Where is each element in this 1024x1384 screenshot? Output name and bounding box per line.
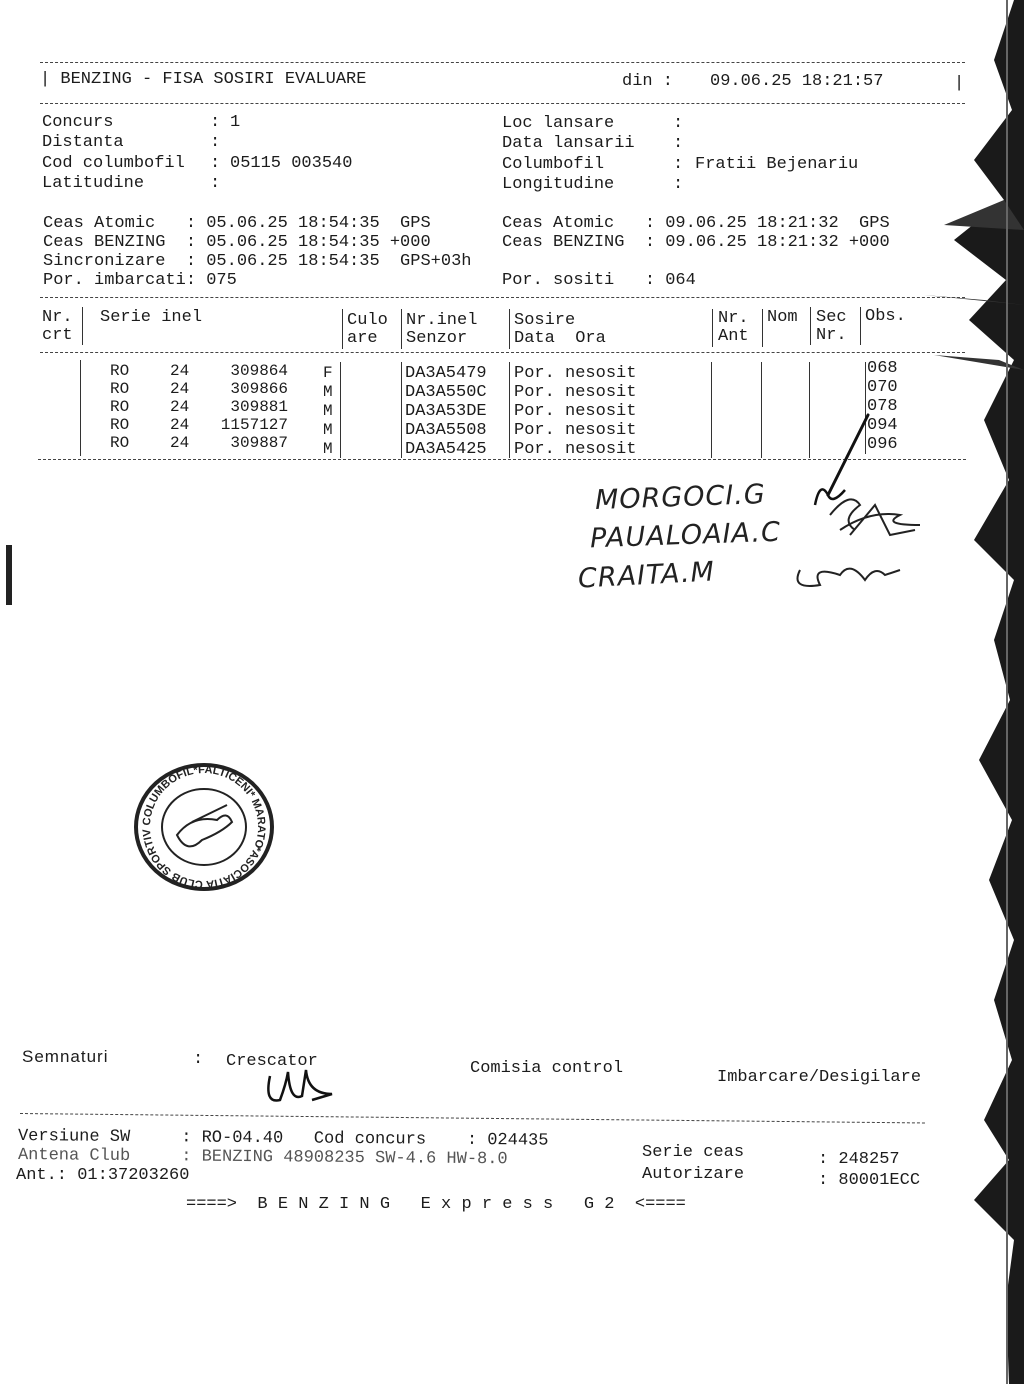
cell-an: 24 (170, 362, 190, 380)
cell-senzor: DA3A5479 (405, 364, 487, 383)
clock-left-imbarcati: Por. imbarcati: 075 (43, 271, 237, 290)
cell-sosire: Por. nesosit (514, 364, 637, 383)
info-columbofil-value: Fratii Bejenariu (695, 155, 859, 174)
date-value: 09.06.25 18:21:57 (710, 72, 884, 91)
benzing-banner: ====> B E N Z I N G E x p r e s s G 2 <==== (186, 1195, 686, 1214)
info-cod-label: Cod columbofil (42, 154, 185, 173)
clock-left-sync: Sincronizare : 05.06.25 18:54:35 GPS+03h (43, 252, 472, 271)
th-nr-crt-1: Nr. (42, 308, 73, 327)
th-sosire-2: Data Ora (514, 329, 606, 348)
cell-sosire: Por. nesosit (514, 383, 637, 402)
autorizare-label: Autorizare (642, 1165, 745, 1184)
footer-versiune: Versiune SW : RO-04.40 Cod concurs : 024435 (17, 1127, 549, 1151)
row-sep (509, 362, 510, 458)
th-obs: Obs. (865, 307, 906, 326)
info-distanta-sep: : (210, 133, 221, 152)
row-sep (401, 362, 402, 458)
info-concurs-sep: : (210, 113, 221, 132)
th-culoare-2: are (347, 329, 378, 348)
info-latitudine-sep: : (210, 174, 221, 193)
th-sep (342, 309, 343, 349)
cell-obs: 070 (867, 378, 898, 397)
row-sep (761, 362, 762, 458)
crescator-signature (262, 1066, 342, 1111)
cell-tara: RO (110, 362, 130, 380)
info-columbofil-label: Columbofil (502, 155, 635, 174)
cell-obs: 068 (867, 359, 898, 378)
cell-sex: M (323, 402, 333, 420)
cell-senzor: DA3A5425 (405, 440, 487, 459)
clock-right-benzing: Ceas BENZING : 09.06.25 18:21:32 +000 (502, 233, 890, 252)
cell-an: 24 (170, 434, 190, 452)
cell-tara: RO (110, 434, 130, 452)
info-concurs-value: 1 (230, 113, 241, 132)
cell-inel: 1157127 (220, 416, 288, 434)
left-scan-mark (6, 545, 12, 605)
cell-inel: 309866 (230, 380, 288, 398)
clock-right-sositi: Por. sositi : 064 (502, 271, 696, 290)
th-sec-2: Nr. (816, 326, 847, 345)
info-longitudine-sep: : (673, 175, 684, 194)
footer-ant: Ant.: 01:37203260 (16, 1166, 190, 1185)
info-cod-value: 05115 003540 (230, 154, 353, 173)
header-right-bar: | (954, 74, 965, 93)
handwritten-name: PAUALOAIA.C (589, 516, 782, 555)
cell-inel: 309887 (230, 434, 288, 452)
th-sep (712, 309, 713, 347)
th-nr-ant-1: Nr. (718, 309, 749, 328)
cell-senzor: DA3A550C (405, 383, 487, 402)
cell-tara: RO (110, 398, 130, 416)
th-sep (762, 309, 763, 347)
header-top-rule (40, 62, 965, 63)
th-nr-inel-1: Nr.inel (406, 311, 478, 330)
th-nr-crt-2: crt (42, 326, 73, 345)
handwritten-name: CRAITA.M (577, 556, 716, 595)
clock-left-benzing: Ceas BENZING : 05.06.25 18:54:35 +000 (43, 233, 431, 252)
th-nom: Nom (767, 308, 798, 327)
serie-ceas-label: Serie ceas (642, 1143, 745, 1162)
th-sosire-1: Sosire (514, 311, 576, 330)
handwritten-name: MORGOCI.G (594, 479, 767, 516)
cell-tara: RO (110, 380, 130, 398)
row-sep (80, 360, 81, 456)
imbarcare-label: Imbarcare/Desigilare (717, 1068, 922, 1087)
table-top-rule (40, 297, 965, 298)
serie-ceas-value: : 248257 (818, 1150, 900, 1169)
th-culoare-1: Culo (347, 311, 388, 330)
row-sep (340, 362, 341, 458)
th-nr-ant-2: Ant (718, 327, 749, 346)
cell-sex: M (323, 383, 333, 401)
semnaturi-sep: : (193, 1050, 204, 1069)
cell-sex: M (323, 440, 333, 458)
info-loc-label: Loc lansare (502, 114, 635, 133)
th-sep (82, 307, 83, 345)
info-data-sep: : (673, 134, 684, 153)
cell-an: 24 (170, 398, 190, 416)
info-concurs-label: Concurs (42, 113, 175, 132)
cell-sex: M (323, 421, 333, 439)
th-serie-inel: Serie inel (100, 308, 203, 327)
cell-sex: F (323, 364, 333, 382)
association-stamp (132, 760, 277, 895)
cell-obs: 096 (867, 435, 898, 454)
info-longitudine-label: Longitudine (502, 175, 635, 194)
cell-sosire: Por. nesosit (514, 402, 637, 421)
footer-top-rule (20, 1113, 925, 1123)
page-title: | BENZING - FISA SOSIRI EVALUARE (40, 70, 367, 89)
th-sep (401, 309, 402, 349)
crescator-label: Crescator (226, 1052, 318, 1071)
semnaturi-label: Semnaturi (22, 1047, 109, 1066)
cell-senzor: DA3A5508 (405, 421, 487, 440)
info-loc-sep: : (673, 114, 684, 133)
clock-left-atomic: Ceas Atomic : 05.06.25 18:54:35 GPS (43, 214, 431, 233)
cell-an: 24 (170, 380, 190, 398)
cell-sosire: Por. nesosit (514, 421, 637, 440)
cell-an: 24 (170, 416, 190, 434)
cell-obs: 094 (867, 416, 898, 435)
info-data-label: Data lansarii (502, 134, 635, 153)
th-nr-inel-2: Senzor (406, 329, 468, 348)
th-sep (810, 307, 811, 345)
header-bottom-rule (40, 103, 965, 104)
cell-obs: 078 (867, 397, 898, 416)
scan-edge-line (1006, 0, 1008, 1384)
info-distanta-label: Distanta (42, 133, 175, 152)
th-sep (860, 307, 861, 345)
table-header-rule (40, 352, 965, 353)
cell-tara: RO (110, 416, 130, 434)
date-label: din : (622, 72, 674, 91)
svg-text:*ASOCIATIA CLUB SPORTIV COLUMB: *ASOCIATIA CLUB SPORTIV COLUMBOFIL*FALTICENI* MARATON (140, 763, 268, 891)
comisia-label: Comisia control (470, 1059, 624, 1078)
info-columbofil-sep: : (673, 155, 684, 174)
row-sep (711, 362, 712, 458)
cell-sosire: Por. nesosit (514, 440, 637, 459)
cell-inel: 309881 (230, 398, 288, 416)
footer-antena: Antena Club : BENZING 48908235 SW-4.6 HW-8.0 (17, 1146, 508, 1170)
autorizare-value: : 80001ECC (818, 1171, 921, 1190)
info-cod-sep: : (210, 154, 221, 173)
info-latitudine-label: Latitudine (42, 174, 175, 193)
signature-scribble (780, 475, 940, 605)
th-sec-1: Sec (816, 308, 847, 327)
th-sep (509, 309, 510, 349)
cell-inel: 309864 (230, 362, 288, 380)
cell-senzor: DA3A53DE (405, 402, 487, 421)
clock-right-atomic: Ceas Atomic : 09.06.25 18:21:32 GPS (502, 214, 890, 233)
